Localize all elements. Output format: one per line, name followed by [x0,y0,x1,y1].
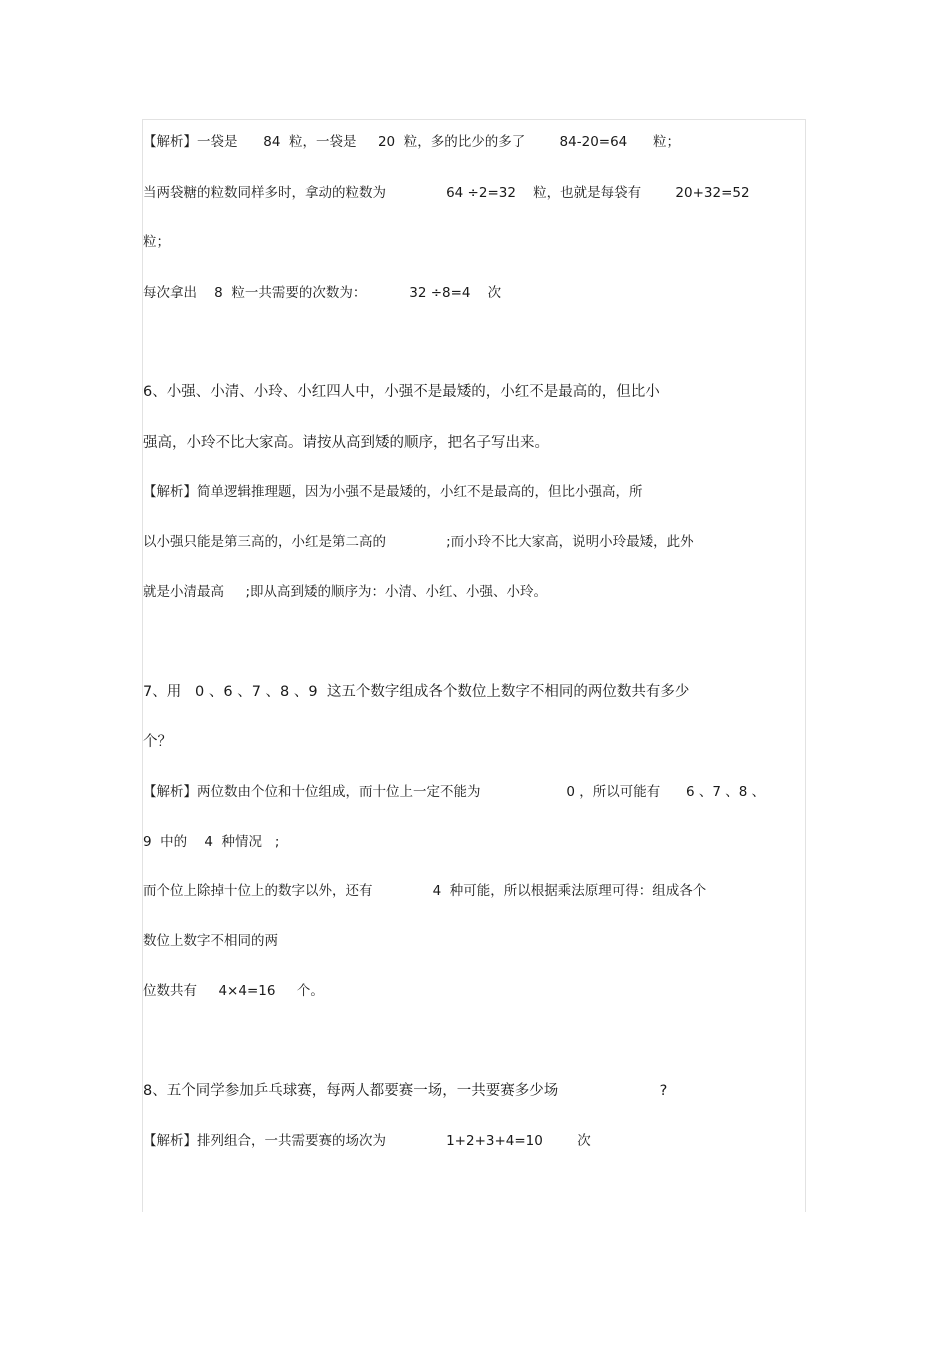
question-7-line-1: 7、用 0 、6 、7 、8 、9 这五个数字组成各个数位上数字不相同的两位数共有多少 [143,684,690,700]
analysis-5-line-3: 粒； [143,234,170,250]
analysis-7-line-3: 而个位上除掉十位上的数字以外，还有 4 种可能，所以根据乘法原理可得：组成各个 [143,883,707,899]
analysis-5-line-1: 【解析】一袋是 84 粒，一袋是 20 粒，多的比少的多了 84-20=64 粒； [143,134,681,150]
analysis-7-line-5: 位数共有 4×4=16 个。 [143,983,324,999]
analysis-6-line-3: 就是小清最高 ;即从高到矮的顺序为：小清、小红、小强、小玲。 [143,584,548,600]
analysis-6-line-2: 以小强只能是第三高的，小红是第二高的 ;而小玲不比大家高，说明小玲最矮，此外 [143,534,694,550]
analysis-5-line-2: 当两袋糖的粒数同样多时，拿动的粒数为 64 ÷2=32 粒，也就是每袋有 20+32=52 [143,185,750,201]
analysis-8-line-1: 【解析】排列组合，一共需要赛的场次为 1+2+3+4=10 次 [143,1133,591,1149]
question-8-line-1: 8、五个同学参加乒乓球赛，每两人都要赛一场，一共要赛多少场 ? [143,1083,668,1099]
analysis-5-line-4: 每次拿出 8 粒一共需要的次数为： 32 ÷8=4 次 [143,285,502,301]
question-6-line-2: 强高，小玲不比大家高。请按从高到矮的顺序，把名子写出来。 [143,435,549,451]
analysis-7-line-2: 9 中的 4 种情况 ; [143,834,280,850]
question-7-line-2: 个？ [143,734,172,750]
analysis-7-line-1: 【解析】两位数由个位和十位组成，而十位上一定不能为 0 ，所以可能有 6 、7 、8 、 [143,784,766,800]
analysis-7-line-4: 数位上数字不相同的两 [143,933,278,949]
analysis-6-line-1: 【解析】简单逻辑推理题，因为小强不是最矮的，小红不是最高的，但比小强高，所 [143,484,643,500]
question-6-line-1: 6、小强、小清、小玲、小红四人中，小强不是最矮的，小红不是最高的，但比小 [143,384,660,400]
